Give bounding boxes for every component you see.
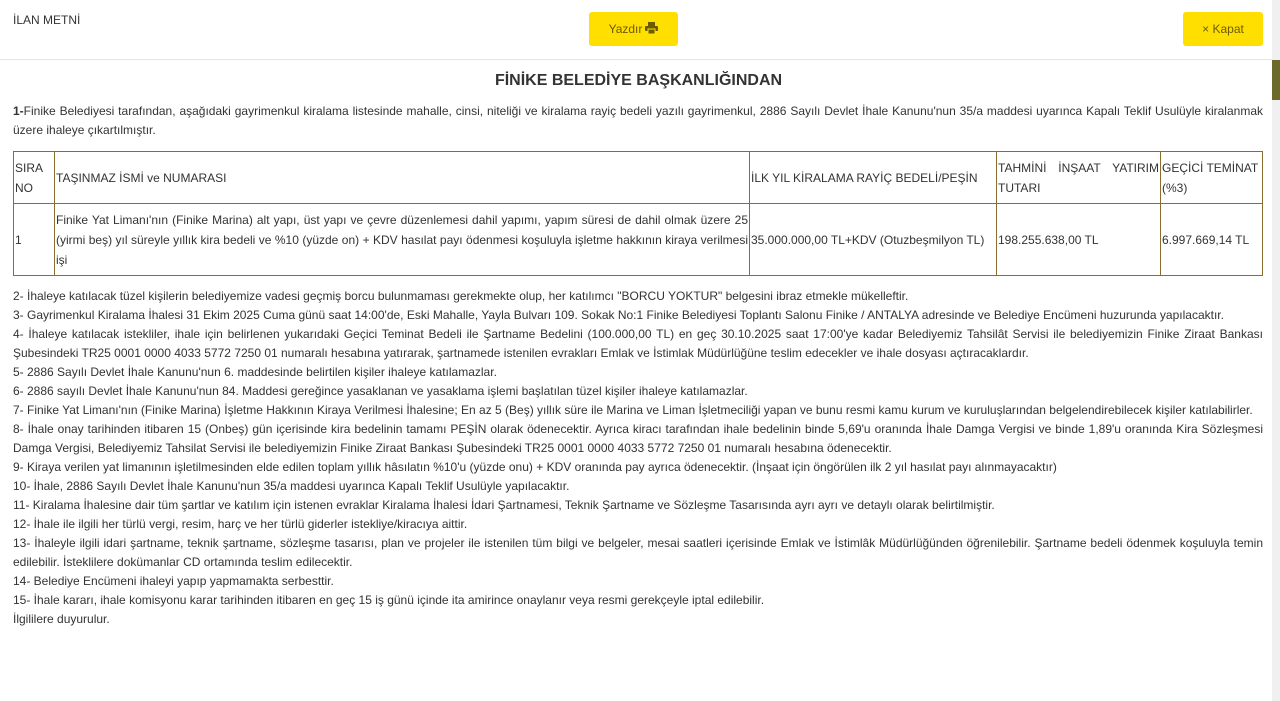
col-header-yatirim: TAHMİNİ İNŞAAT YATIRIM TUTARI — [997, 152, 1161, 204]
table-row — [14, 204, 1263, 276]
close-button[interactable]: × Kapat — [1183, 12, 1263, 46]
col-header-sira: SIRA NO — [14, 152, 55, 204]
item-3: 3- Gayrimenkul Kiralama İhalesi 31 Ekim 2025 Cuma günü saat 14:00'de, Eski Mahalle, Yayla Bulvarı 109. Sokak No:1 Finike Belediyesi Toplantı Salonu Finike / ANTALYA adresinde ve Belediye Encümeni huzurunda yapılacaktır. — [13, 308, 1224, 322]
paragraph-1 — [13, 102, 1263, 140]
col-header-tasinmaz: TAŞINMAZ İSMİ ve NUMARASI — [55, 152, 750, 204]
scrollbar[interactable] — [1272, 0, 1280, 701]
print-button[interactable] — [589, 12, 678, 46]
cell-yatirim: 198.255.638,00 TL — [997, 204, 1161, 276]
cell-tasinmaz: Finike Yat Limanı'nın (Finike Marina) alt yapı, üst yapı ve çevre düzenlemesi dahil yapımı, yapım süresi de dahil olmak üzere 25 (yirmi beş) yıl süreyle yıllık kira bedeli ve %10 (yüzde on) + KDV hasılat payı ödenmesi koşuluyla işletme hakkının kiraya verilmesi işi — [55, 204, 750, 276]
item-8: 8- İhale onay tarihinden itibaren 15 (Onbeş) gün içerisinde kira bedelinin tamamı PEŞİN olarak ödenecektir. Ayrıca kiracı tarafından ihale bedelinin binde 5,69'u oranında İhale Damga Vergisi ve binde 1,89'u oranında Kira Sözleşmesi Damga Vergisi, Belediyemiz Tahsilat Servisi ile belediyemizin Finike Ziraat Bankası Şubesindeki TR25 0001 0000 4033 5772 7250 01 numaralı hesabına ödenecektir. — [13, 422, 1263, 455]
col-header-teminat: GEÇİCİ TEMİNAT (%3) — [1161, 152, 1263, 204]
item-2: 2- İhaleye katılacak tüzel kişilerin belediyemize vadesi geçmiş borcu bulunmaması gerekmekte olup, her katılımcı "BORCU YOKTUR" belgesini ibraz etmekle mükelleftir. — [13, 289, 909, 303]
col-header-rayic-bedel: İLK YIL KİRALAMA RAYİÇ BEDELİ/PEŞİN — [750, 152, 997, 204]
item-11: 11- Kiralama İhalesine dair tüm şartlar ve katılım için istenen evraklar Kiralama İhalesi İdari Şartnamesi, Teknik Şartname ve Sözleşme Tasarısında ayrı ayrı ve detaylı olarak belirtilmiştir. — [13, 498, 995, 512]
announcement-body — [13, 60, 1263, 629]
cell-rayic-bedel: 35.000.000,00 TL+KDV (Otuzbeşmilyon TL) — [750, 204, 997, 276]
dialog-header — [0, 0, 1272, 60]
cell-sira: 1 — [14, 204, 55, 276]
item-10: 10- İhale, 2886 Sayılı Devlet İhale Kanunu'nun 35/a maddesi uyarınca Kapalı Teklif Usulüyle yapılacaktır. — [13, 479, 570, 493]
item-15: 15- İhale kararı, ihale komisyonu karar tarihinden itibaren en geç 15 iş günü içinde ita amirince onaylanır veya resmi gerekçeyle iptal edilebilir. — [13, 593, 765, 607]
table-header-row — [14, 152, 1263, 204]
item-number: 1- — [13, 104, 24, 118]
closing-line: İlgililere duyurulur. — [13, 612, 110, 626]
item-6: 6- 2886 sayılı Devlet İhale Kanunu'nun 84. Maddesi gereğince yasaklanan ve yasaklama işlemi başlatılan tüzel kişiler ihaleye katılamazlar. — [13, 384, 748, 398]
paragraph-text: Finike Belediyesi tarafından, aşağıdaki gayrimenkul kiralama listesinde mahalle, cinsi, niteliği ve kiralama rayiç bedeli yazılı gayrimenkul, 2886 Sayılı Devlet İhale Kanunu'nun 35/a maddesi uyarınca Kapalı Teklif Usulüyle kiralanmak üzere ihaleye çıkartılmıştır. — [13, 104, 1263, 137]
item-5: 5- 2886 Sayılı Devlet İhale Kanunu'nun 6. maddesinde belirtilen kişiler ihaleye katılamazlar. — [13, 365, 497, 379]
item-4: 4- İhaleye katılacak istekliler, ihale için belirlenen yukarıdaki Geçici Teminat Bedeli ile Şartname Bedelini (100.000,00 TL) en geç 30.10.2025 saat 17:00'ye kadar Belediyemiz Tahsilât Servisi ile belediyemizin Finike Ziraat Bankası Şubesindeki TR25 0001 0000 4033 5772 7250 01 numaralı hesabına yatırarak, şartnamede istenilen evrakları Emlak ve İstimlak Müdürlüğüne teslim edecekler ve ihale dosyası açtıracaklardır. — [13, 327, 1263, 360]
item-12: 12- İhale ile ilgili her türlü vergi, resim, harç ve her türlü giderler istekliye/kiracıya aittir. — [13, 517, 468, 531]
item-13: 13- İhaleyle ilgili idari şartname, teknik şartname, sözleşme tasarısı, plan ve projeler ile istenilen tüm bilgi ve belgeler, mesai saatleri içerisinde Emlak ve İstimlâk Müdürlüğünden öğrenilebilir. Şartname bedeli ödenmek koşuluyla temin edilebilir. İsteklilere dokümanlar CD ortamında teslim edilecektir. — [13, 536, 1263, 569]
document-heading: FİNİKE BELEDİYE BAŞKANLIĞINDAN — [494, 72, 783, 89]
print-button-label: Yazdır — [608, 22, 643, 36]
item-14: 14- Belediye Encümeni ihaleyi yapıp yapmamakta serbesttir. — [13, 574, 334, 588]
scrollbar-thumb[interactable] — [1272, 60, 1280, 100]
printer-icon — [645, 22, 658, 37]
property-table — [13, 151, 1263, 276]
item-9: 9- Kiraya verilen yat limanının işletilmesinden elde edilen toplam yıllık hâsılatın %10'u (yüzde onu) + KDV oranında pay ayrıca ödenecektir. (İnşaat için öngörülen ilk 2 yıl hasılat payı alınmayacaktır) — [13, 460, 1057, 474]
dialog-title: İLAN METNİ — [13, 13, 81, 27]
item-7: 7- Finike Yat Limanı'nın (Finike Marina) İşletme Hakkının Kiraya Verilmesi İhalesine; En az 5 (Beş) yıllık süre ile Marina ve Liman İşletmeciliği yapan ve bunu resmi kamu kurum ve kuruluşlarından belgelendirebilecek kişiler katılabilirler. — [13, 403, 1253, 417]
cell-teminat: 6.997.669,14 TL — [1161, 204, 1263, 276]
